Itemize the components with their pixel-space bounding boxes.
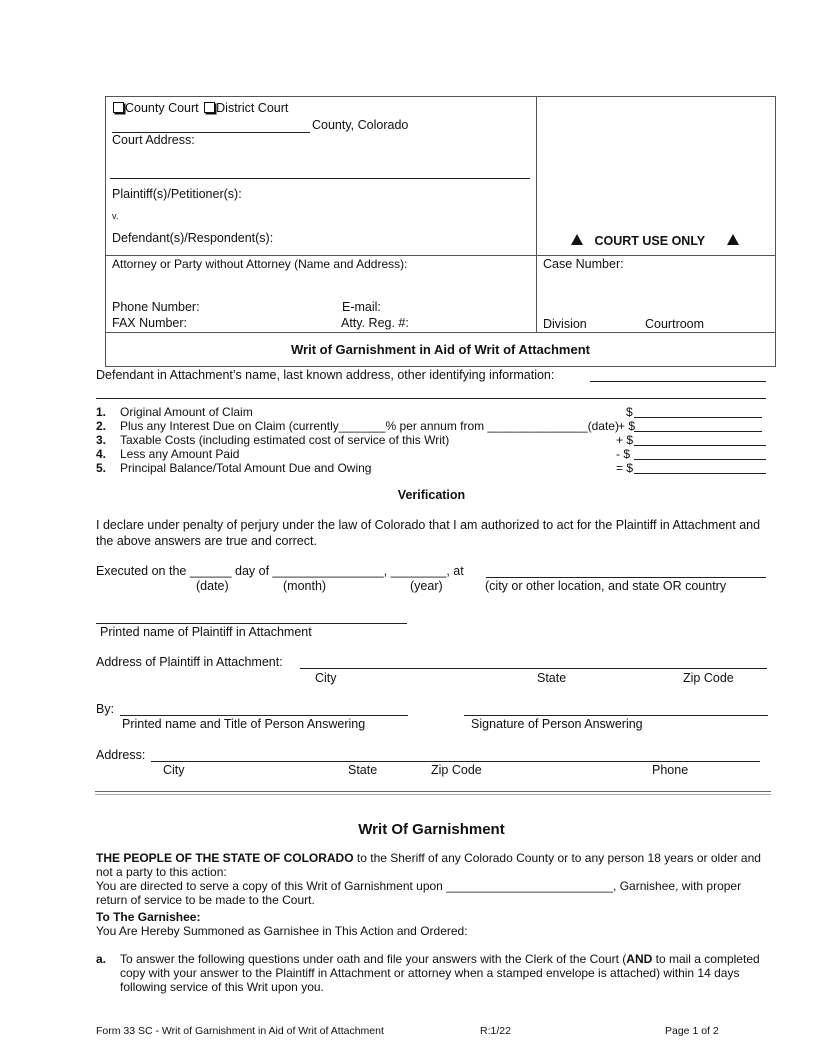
claim-amount-line[interactable] <box>634 445 766 446</box>
email-label: E-mail: <box>342 300 381 314</box>
date-caption: (date) <box>196 579 229 593</box>
defendants-label: Defendant(s)/Respondent(s): <box>112 231 274 245</box>
section-separator <box>95 791 771 795</box>
city-caption: City <box>315 671 337 685</box>
item-a-part-2: to mail a completed copy with your answer to the Plaintiff in Attachment or attorney when a stamped envelope is attached) within 14 days following service of this Writ upon you. <box>120 952 760 994</box>
signature-caption: Signature of Person Answering <box>471 717 643 731</box>
plaintiff-address-label: Address of Plaintiff in Attachment: <box>96 655 283 669</box>
claim-sign: - $ <box>616 447 631 461</box>
court-type <box>113 101 288 115</box>
state-caption: State <box>348 763 378 777</box>
printed-title-line[interactable] <box>120 715 408 716</box>
defendant-info-label: Defendant in Attachment’s name, last known address, other identifying information: <box>96 368 555 382</box>
claim-number: 5. <box>96 461 107 475</box>
claim-number: 3. <box>96 433 107 447</box>
location-line[interactable] <box>486 577 766 578</box>
state-caption: State <box>537 671 567 685</box>
item-a-and: AND <box>626 952 653 966</box>
claim-sign: = $ <box>616 461 634 475</box>
caption-divider <box>536 96 537 333</box>
claim-sign: $ <box>626 405 633 419</box>
year-caption: (year) <box>410 579 443 593</box>
claim-amount-line[interactable] <box>634 417 762 418</box>
answerer-address-line[interactable] <box>151 761 760 762</box>
defendant-info-line-2[interactable] <box>96 398 766 399</box>
claim-amount-line[interactable] <box>634 431 762 432</box>
claim-label: Original Amount of Claim <box>120 405 253 419</box>
claim-sign: + $ <box>618 419 636 433</box>
claim-sign: + $ <box>616 433 634 447</box>
claim-label: Plus any Interest Due on Claim (currently_______% per annum from _______________(date) <box>120 419 619 433</box>
directed-paragraph: You are directed to serve a copy of this Writ of Garnishment upon _________________________, Garnishee, with proper return of service to be made to the Court. <box>96 879 742 907</box>
footer-revision: R:1/22 <box>480 1025 511 1037</box>
people-rest: to the Sheriff of any Colorado County or to any person 18 years or older and not a party to this action: <box>96 851 761 879</box>
claim-label: Taxable Costs (including estimated cost of service of this Writ) <box>120 433 450 447</box>
claim-label: Principal Balance/Total Amount Due and Owing <box>120 461 372 475</box>
writ-heading: Writ Of Garnishment <box>358 821 505 838</box>
by-label: By: <box>96 702 115 716</box>
county-court-checkbox[interactable] <box>113 102 124 113</box>
to-garnishee-label: To The Garnishee: <box>96 910 201 924</box>
caption-rule-1 <box>105 255 776 256</box>
phone-label: Phone Number: <box>112 300 200 314</box>
item-a-text <box>120 952 768 994</box>
people-paragraph <box>96 851 768 879</box>
form-title: Writ of Garnishment in Aid of Writ of Attachment <box>291 342 590 357</box>
claim-amount-line[interactable] <box>634 473 766 474</box>
division-label: Division <box>543 317 587 331</box>
district-court-checkbox[interactable] <box>204 102 215 113</box>
people-lead: THE PEOPLE OF THE STATE OF COLORADO <box>96 851 354 865</box>
verification-heading: Verification <box>397 488 466 502</box>
zip-caption: Zip Code <box>431 763 482 777</box>
plaintiffs-label: Plaintiff(s)/Petitioner(s): <box>112 187 242 201</box>
triangle-up-icon <box>727 234 739 245</box>
executed-on-label: Executed on the ______ day of ________________, ________, at <box>96 564 464 578</box>
summoned-label: You Are Hereby Summoned as Garnishee in This Action and Ordered: <box>96 924 468 938</box>
footer-page-number: Page 1 of 2 <box>665 1025 719 1037</box>
phone-caption: Phone <box>652 763 689 777</box>
atty-reg-label: Atty. Reg. #: <box>341 316 409 330</box>
item-a-part-1: To answer the following questions under oath and file your answers with the Clerk of the Court ( <box>120 952 627 966</box>
answerer-address-label: Address: <box>96 748 146 762</box>
versus-label: v. <box>112 211 119 221</box>
printed-title-caption: Printed name and Title of Person Answering <box>122 717 366 731</box>
item-a-marker: a. <box>96 952 107 966</box>
location-caption: (city or other location, and state OR country <box>485 579 727 593</box>
courtroom-label: Courtroom <box>645 317 705 331</box>
claim-label: Less any Amount Paid <box>120 447 240 461</box>
plaintiff-address-line[interactable] <box>300 668 767 669</box>
verification-declaration: I declare under penalty of perjury under the law of Colorado that I am authorized to act for the Plaintiff in Attachment and the above answers are true and correct. <box>96 518 761 548</box>
triangle-up-icon <box>571 234 583 245</box>
fax-label: FAX Number: <box>112 316 188 330</box>
caption-rule-2 <box>105 332 776 333</box>
court-use-only-label: COURT USE ONLY <box>594 234 706 248</box>
court-address-line[interactable] <box>110 178 530 179</box>
case-number-label: Case Number: <box>543 257 624 271</box>
county-court-label: County Court <box>125 101 199 115</box>
footer-form-name: Form 33 SC - Writ of Garnishment in Aid of Writ of Attachment <box>96 1025 384 1037</box>
city-caption: City <box>163 763 185 777</box>
printed-name-line[interactable] <box>96 623 407 624</box>
printed-name-caption: Printed name of Plaintiff in Attachment <box>100 625 312 639</box>
court-address-label: Court Address: <box>112 133 195 147</box>
zip-caption: Zip Code <box>683 671 734 685</box>
attorney-label: Attorney or Party without Attorney (Name and Address): <box>112 257 408 271</box>
court-use-only <box>571 234 739 248</box>
county-colorado-label: County, Colorado <box>312 118 409 132</box>
claim-number: 2. <box>96 419 107 433</box>
signature-line[interactable] <box>464 715 768 716</box>
month-caption: (month) <box>283 579 327 593</box>
defendant-info-line-1[interactable] <box>590 381 766 382</box>
claim-number: 4. <box>96 447 107 461</box>
district-court-label: District Court <box>216 101 289 115</box>
claim-number: 1. <box>96 405 107 419</box>
claim-amount-line[interactable] <box>634 459 766 460</box>
